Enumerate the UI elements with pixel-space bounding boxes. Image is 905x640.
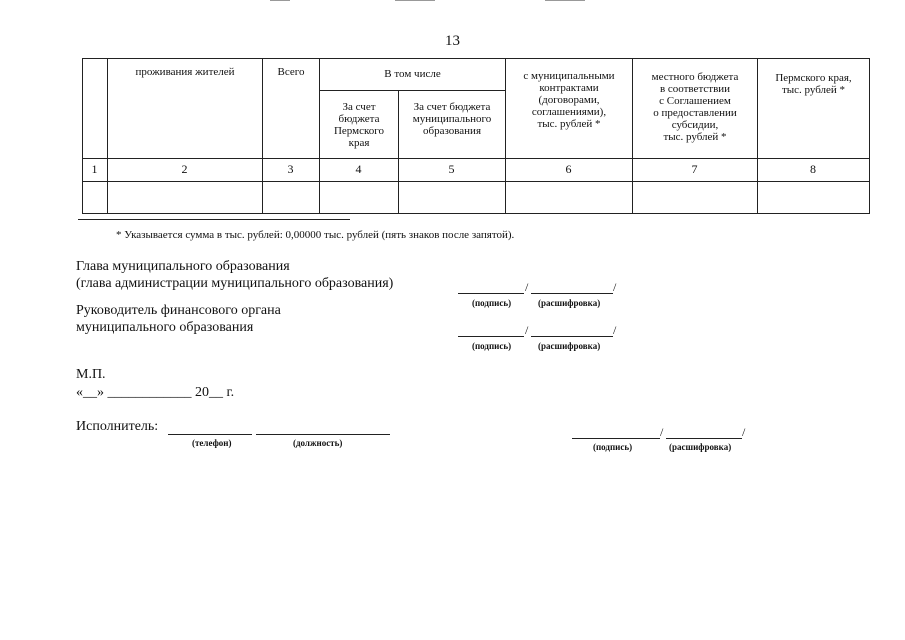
- position-line[interactable]: [256, 434, 390, 435]
- group-header-divider: [319, 90, 505, 91]
- footnote: * Указывается сумма в тыс. рублей: 0,00000 тыс. рублей (пять знаков после запятой).: [116, 229, 515, 241]
- stamp-place: М.П.: [76, 367, 106, 382]
- slash-separator: /: [613, 323, 617, 337]
- table-border-right: [869, 58, 870, 214]
- decoding-caption: (расшифровка): [669, 442, 732, 452]
- numbers-row-bottom: [82, 181, 870, 182]
- decoding-caption: (расшифровка): [538, 341, 601, 351]
- slash-separator: /: [525, 323, 529, 337]
- signature-line[interactable]: [458, 336, 524, 337]
- slash-separator: /: [525, 280, 529, 294]
- head-signatory-label: Глава муниципального образования (глава администрации муниципального образования): [76, 259, 394, 291]
- header-group: В том числе: [384, 68, 441, 80]
- header-col6: с муниципальными контрактами (договорами, соглашениями), тыс. рублей *: [523, 70, 615, 130]
- scan-edge-mark: [270, 0, 290, 1]
- scan-edge-mark: [545, 0, 585, 1]
- column-number: 6: [565, 162, 572, 176]
- finance-signatory-label: Руководитель финансового органа муниципального образования: [76, 303, 281, 335]
- header-bottom-line: [82, 158, 870, 159]
- column-number: 8: [810, 162, 816, 176]
- page-number: 13: [445, 33, 460, 49]
- footnote-separator: [78, 219, 350, 220]
- scan-edge-mark: [395, 0, 435, 1]
- header-col4: За счет бюджета Пермского края: [333, 101, 385, 149]
- table-border-left: [82, 58, 83, 214]
- slash-separator: /: [742, 425, 746, 439]
- column-number: 5: [448, 162, 455, 176]
- signature-line[interactable]: [572, 438, 660, 439]
- column-number: 7: [691, 162, 698, 176]
- decoding-caption: (расшифровка): [538, 298, 601, 308]
- phone-caption: (телефон): [192, 438, 232, 448]
- header-col2: проживания жителей: [135, 66, 235, 78]
- column-divider: [107, 58, 108, 214]
- column-divider: [262, 58, 263, 214]
- column-number: 4: [355, 162, 362, 176]
- column-number: 3: [287, 162, 294, 176]
- header-col8: Пермского края, тыс. рублей *: [775, 72, 852, 96]
- column-number: 1: [91, 162, 98, 176]
- signature-caption: (подпись): [472, 298, 512, 308]
- position-caption: (должность): [293, 438, 343, 448]
- table-border-top: [82, 58, 870, 59]
- decoding-line[interactable]: [531, 336, 613, 337]
- signature-caption: (подпись): [472, 341, 512, 351]
- decoding-line[interactable]: [666, 438, 742, 439]
- decoding-line[interactable]: [531, 293, 613, 294]
- column-number: 2: [181, 162, 188, 176]
- header-col7: местного бюджета в соответствии с Соглашением о предоставлении субсидии, тыс. рублей *: [651, 71, 739, 143]
- slash-separator: /: [660, 425, 664, 439]
- phone-line[interactable]: [168, 434, 252, 435]
- signature-line[interactable]: [458, 293, 524, 294]
- date-field[interactable]: «__» ____________ 20__ г.: [76, 385, 235, 400]
- header-col5: За счет бюджета муниципального образования: [412, 101, 492, 137]
- executor-label: Исполнитель:: [76, 419, 159, 434]
- slash-separator: /: [613, 280, 617, 294]
- signature-caption: (подпись): [593, 442, 633, 452]
- table-border-bottom: [82, 213, 870, 214]
- header-col3: Всего: [277, 66, 305, 78]
